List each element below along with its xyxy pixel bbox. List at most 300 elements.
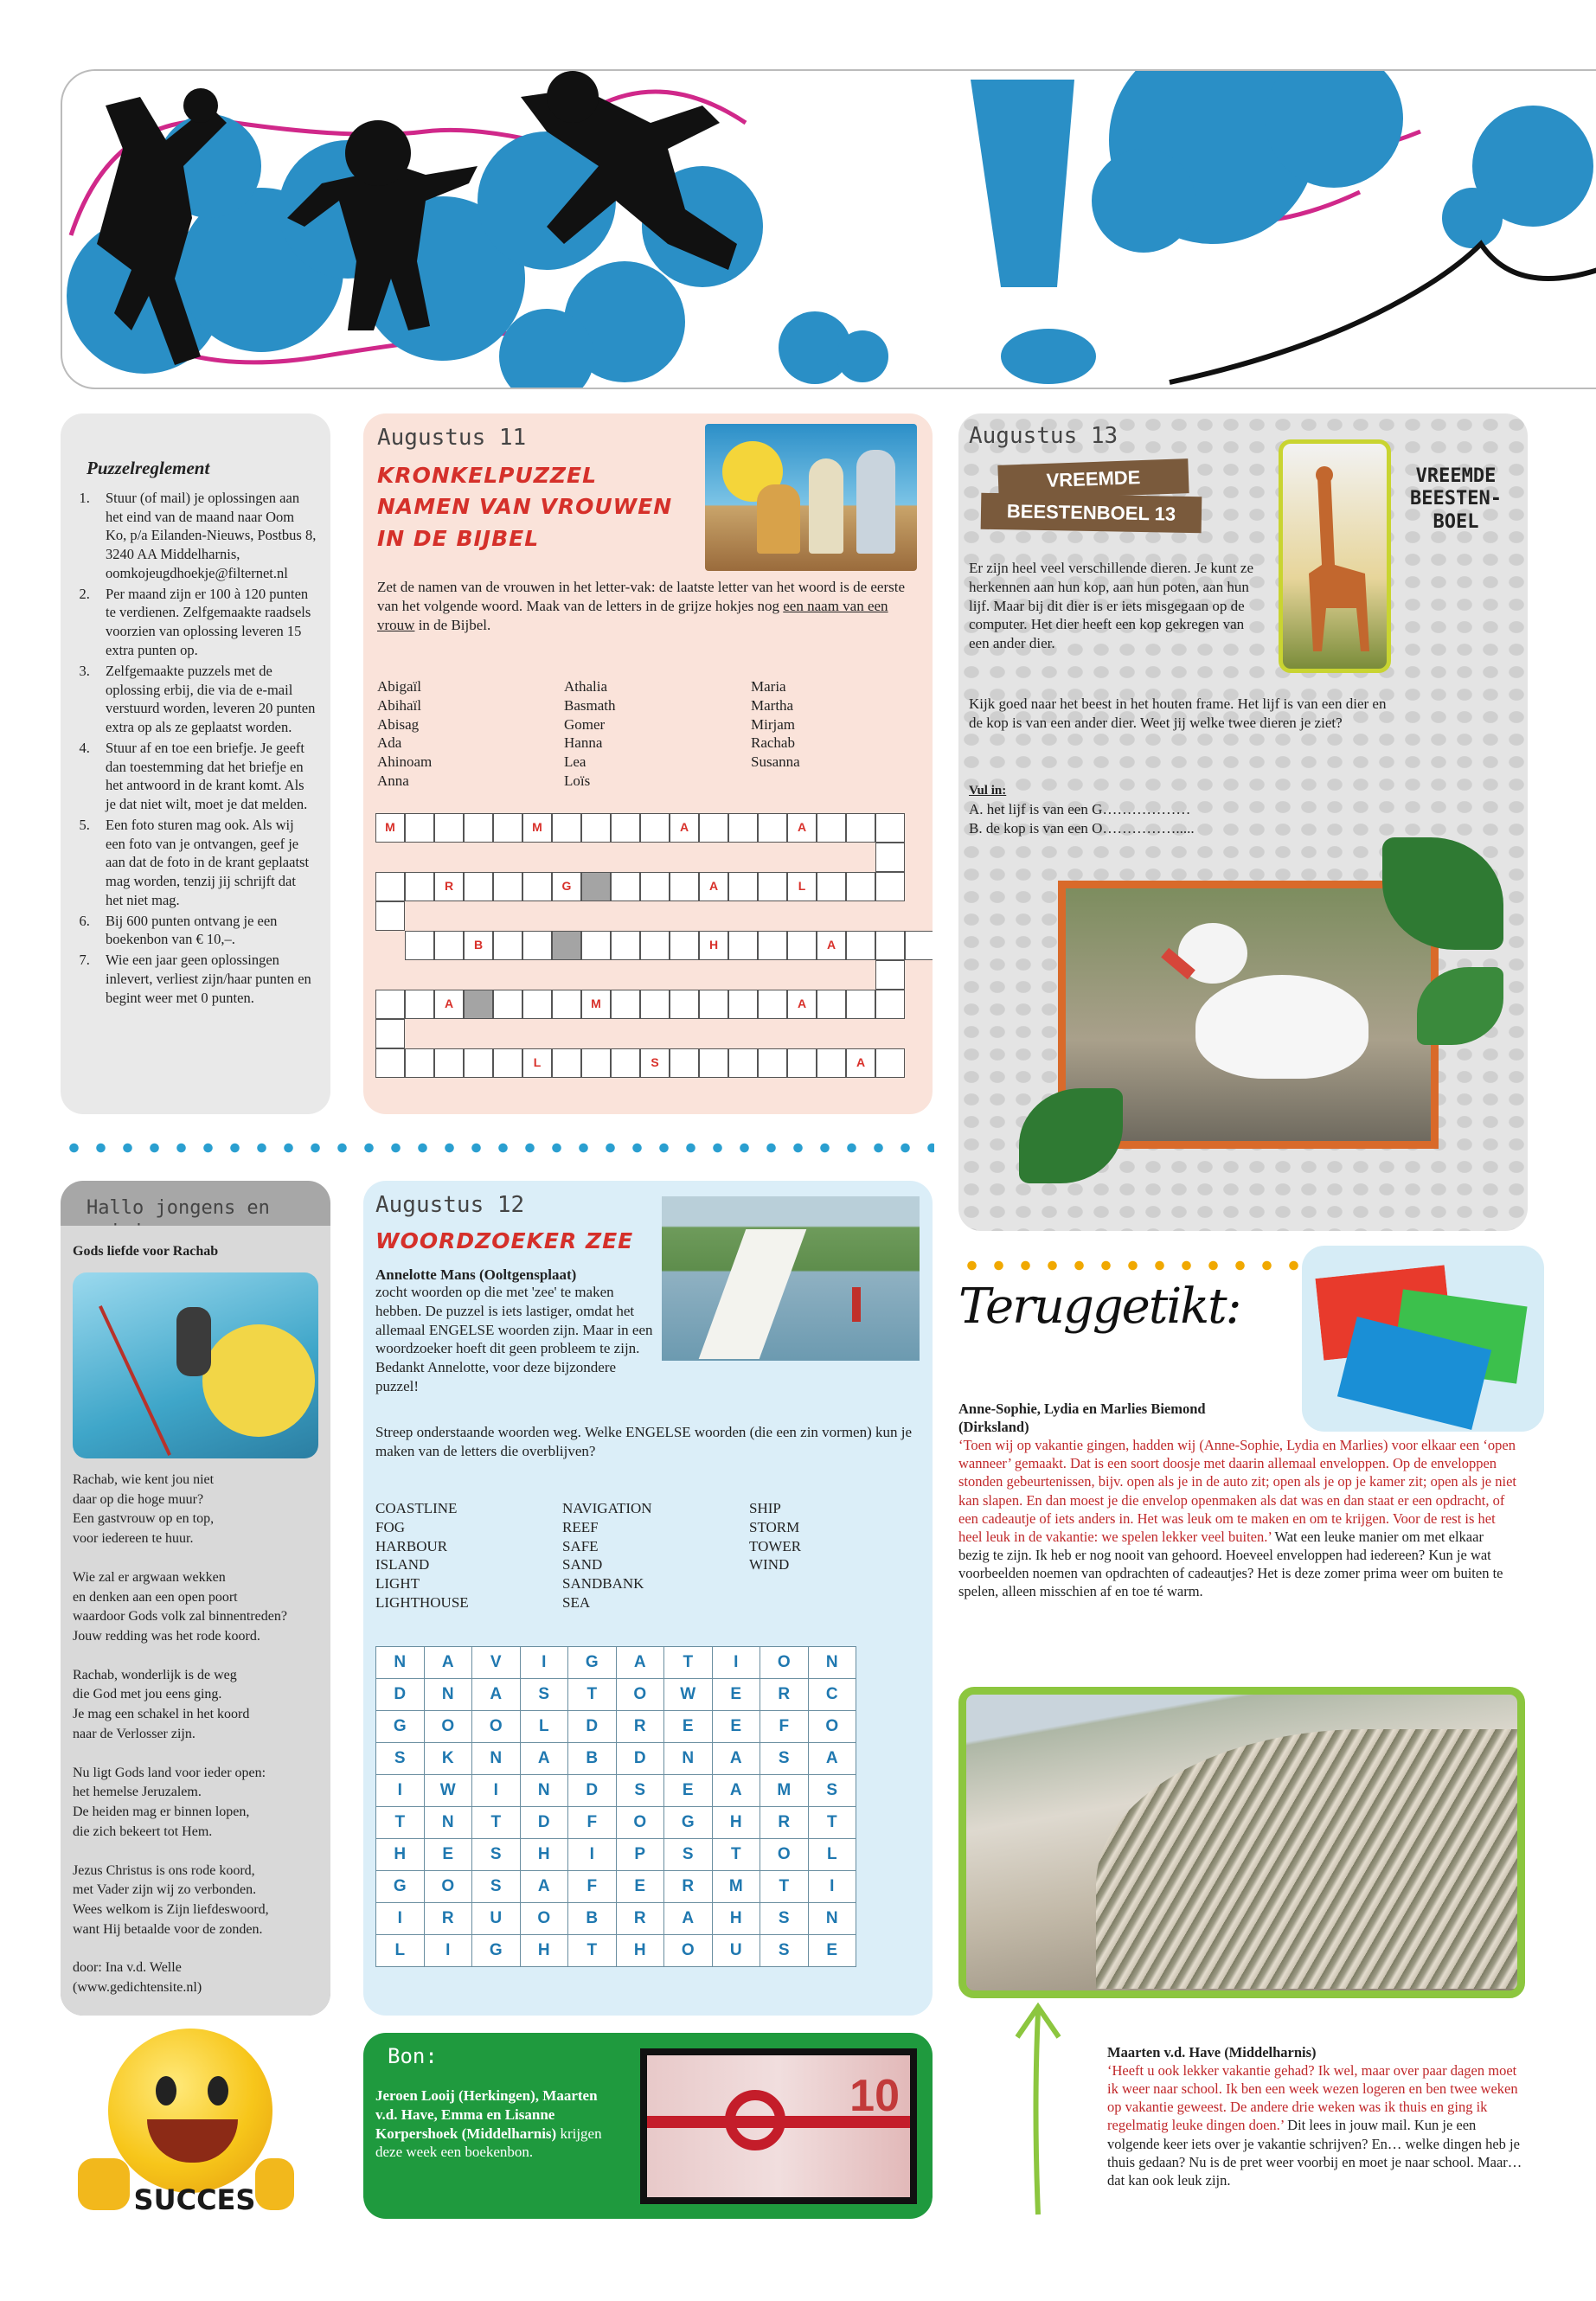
wordsearch-cell[interactable]: M — [760, 1775, 809, 1807]
kronkel-cell[interactable] — [552, 990, 581, 1019]
wordsearch-cell[interactable]: I — [376, 1903, 425, 1935]
wordsearch-cell[interactable]: A — [808, 1743, 856, 1775]
kronkel-cell[interactable] — [493, 990, 522, 1019]
figure-icon — [809, 458, 843, 554]
poem-stanza — [73, 1666, 324, 1745]
kronkel-cell[interactable] — [405, 931, 434, 960]
wordsearch-row — [376, 1679, 856, 1711]
kronkel-cell[interactable] — [581, 872, 611, 901]
kronkel-cell[interactable]: A — [670, 813, 699, 843]
wordsearch-cell[interactable]: A — [616, 1647, 664, 1679]
wordsearch-row — [376, 1807, 856, 1839]
aug13-tag: VREEMDE — [997, 458, 1189, 500]
kronkel-cell[interactable] — [464, 990, 493, 1019]
wordsearch-cell[interactable]: O — [664, 1935, 713, 1967]
wordsearch-cell[interactable]: F — [568, 1871, 617, 1903]
wordsearch-cell[interactable]: O — [616, 1807, 664, 1839]
poem-stanza — [73, 1764, 324, 1843]
wordsearch-cell[interactable]: A — [520, 1743, 568, 1775]
wordsearch-cell[interactable]: A — [424, 1647, 472, 1679]
word-item: SHIP — [749, 1500, 781, 1516]
poem-title: Gods liefde voor Rachab — [73, 1244, 219, 1259]
kronkel-cell[interactable] — [728, 990, 758, 1019]
kronkel-cell[interactable] — [758, 990, 787, 1019]
poem-line: naar de Verlosser zijn. — [73, 1726, 195, 1741]
wordsearch-cell[interactable]: L — [376, 1935, 425, 1967]
word-item: TOWER — [749, 1537, 802, 1554]
kronkel-cell[interactable] — [728, 931, 758, 960]
wordsearch-cell[interactable]: E — [664, 1711, 713, 1743]
names-col — [377, 677, 432, 791]
kronkel-cell[interactable] — [405, 872, 434, 901]
kronkel-cell[interactable]: R — [434, 872, 464, 901]
kronkel-cell[interactable] — [522, 872, 552, 901]
kronkel-cell[interactable] — [375, 990, 405, 1019]
wordsearch-cell[interactable]: L — [808, 1839, 856, 1871]
poem-line: met Vader zijn wij zo verbonden. — [73, 1882, 257, 1898]
kronkel-cell[interactable] — [640, 813, 670, 843]
wordsearch-cell[interactable]: O — [424, 1711, 472, 1743]
word-item: SAND — [562, 1556, 603, 1574]
thumb-icon — [78, 2158, 130, 2210]
kronkel-cell[interactable]: A — [817, 931, 846, 960]
kronkel-cell[interactable]: G — [552, 872, 581, 901]
aug13-panel — [958, 413, 1528, 1231]
wordsearch-cell[interactable]: I — [376, 1775, 425, 1807]
wordsearch-cell[interactable]: S — [472, 1871, 521, 1903]
poem-stanza — [73, 1568, 324, 1647]
wordsearch-cell[interactable]: H — [520, 1935, 568, 1967]
cliff-photo — [662, 1196, 920, 1361]
wordsearch-cell[interactable]: L — [520, 1711, 568, 1743]
wordsearch-cell[interactable]: N — [424, 1807, 472, 1839]
kronkel-cell[interactable] — [758, 813, 787, 843]
poem-stanza — [73, 1471, 324, 1549]
poem-header: Hallo jongens en — [87, 1197, 270, 1219]
wordsearch-cell[interactable]: R — [760, 1807, 809, 1839]
kronkel-cell[interactable] — [787, 1048, 817, 1078]
stork-icon — [1161, 923, 1368, 1096]
kronkel-cell[interactable] — [699, 1048, 728, 1078]
wordsearch-cell[interactable]: O — [424, 1871, 472, 1903]
kronkel-cell[interactable] — [875, 813, 905, 843]
letter-2-quote: ‘Heeft u ook lekker vakantie gehad? Ik wel, maar over paar dagen moet ik weer naar school. Ik ben een week wezen logeren en ben twee weken op vakantie geweest. De andere drie weken was ik thuis en ging ik regelmatig leuke dingen doen.’ — [1107, 2062, 1518, 2134]
wordsearch-cell[interactable]: E — [664, 1775, 713, 1807]
wordsearch-cell[interactable]: G — [472, 1935, 521, 1967]
giraffe-icon — [1283, 444, 1387, 669]
letter-1-reply: Wat een leuke manier om met elkaar bezig te zijn. Ik heb er nog nooit van gehoord. Hoeveel enveloppen had iedereen? Kun je wat voorbeelden noemen van opdrachten of cadeautjes? Het is deze zomer prima weer om buiten te spelen, alleen misschien af en toe té warm. — [958, 1528, 1503, 1600]
aug12-date: Augustus 12 — [375, 1192, 525, 1218]
wordsearch-cell[interactable]: H — [376, 1839, 425, 1871]
wordsearch-cell[interactable]: T — [808, 1807, 856, 1839]
wordsearch-cell[interactable]: I — [712, 1647, 760, 1679]
wordsearch-row — [376, 1871, 856, 1903]
wordsearch-cell[interactable]: R — [760, 1679, 809, 1711]
kronkel-cell[interactable] — [787, 931, 817, 960]
kronkel-cell[interactable] — [581, 931, 611, 960]
eye-icon — [208, 2076, 228, 2106]
rachab-illustration — [73, 1272, 318, 1458]
wordsearch-cell[interactable]: S — [616, 1775, 664, 1807]
bon-winners: Jeroen Looij (Herkingen), Maarten v.d. Have, Emma en Lisanne Korpershoek (Middelharnis) — [375, 2087, 598, 2142]
kronkel-cell[interactable] — [670, 990, 699, 1019]
wordsearch-cell[interactable]: B — [568, 1743, 617, 1775]
wordsearch-cell[interactable]: T — [760, 1871, 809, 1903]
bible-illustration — [705, 424, 917, 571]
kronkel-cell[interactable]: M — [375, 813, 405, 843]
kronkel-row — [375, 872, 905, 901]
wordsearch-cell[interactable]: H — [520, 1839, 568, 1871]
kronkel-cell[interactable] — [405, 1048, 434, 1078]
poem-line: daar op die hoge muur? — [73, 1491, 204, 1507]
wordsearch-cell[interactable]: O — [520, 1903, 568, 1935]
kronkel-cell[interactable]: B — [464, 931, 493, 960]
kronkel-cell[interactable] — [875, 872, 905, 901]
kronkel-cell[interactable]: S — [640, 1048, 670, 1078]
wordsearch-cell[interactable]: E — [712, 1711, 760, 1743]
kronkel-cell[interactable] — [846, 813, 875, 843]
bon-rest: krijgen deze week een boekenbon. — [375, 2125, 602, 2161]
kronkel-cell[interactable] — [875, 931, 905, 960]
kronkel-cell[interactable] — [522, 931, 552, 960]
wordsearch-cell[interactable]: N — [808, 1903, 856, 1935]
name-item: Basmath — [564, 696, 616, 714]
wordsearch-cell[interactable]: W — [664, 1679, 713, 1711]
poem-line: Rachab, wie kent jou niet — [73, 1472, 215, 1487]
poem-line: die zich bekeert tot Hem. — [73, 1823, 213, 1839]
kronkel-cell[interactable] — [552, 813, 581, 843]
wordsearch-cell[interactable]: W — [424, 1775, 472, 1807]
wordsearch-cell[interactable]: H — [712, 1807, 760, 1839]
wordsearch-row — [376, 1647, 856, 1679]
wordsearch-cell[interactable]: E — [616, 1871, 664, 1903]
kronkel-cell[interactable] — [670, 931, 699, 960]
banknote-photo — [640, 2048, 917, 2204]
letter-2-author: Maarten v.d. Have (Middelharnis) — [1107, 2044, 1317, 2061]
letter-1 — [958, 1400, 1516, 1600]
kronkel-cell[interactable] — [875, 990, 905, 1019]
kronkel-cell[interactable] — [699, 813, 728, 843]
wordsearch-cell[interactable]: G — [376, 1711, 425, 1743]
kronkel-cell[interactable] — [375, 1048, 405, 1078]
rule-item: 7. Wie een jaar geen oplossingen inlevert, verliest zijn/haar punten en begint weer met 0 punten. — [93, 951, 317, 1007]
kronkel-cell[interactable] — [640, 990, 670, 1019]
wordsearch-cell[interactable]: P — [616, 1839, 664, 1871]
wordsearch-cell[interactable]: T — [376, 1807, 425, 1839]
wordsearch-cell[interactable]: I — [472, 1775, 521, 1807]
aug13-text2: Kijk goed naar het beest in het houten frame. Het lijf is van een dier en de kop is van een ander dier. Weet jij welke twee dieren je ziet? — [969, 695, 1387, 731]
kronkel-cell[interactable]: L — [522, 1048, 552, 1078]
words-col — [749, 1499, 801, 1574]
kronkel-cell[interactable] — [581, 1048, 611, 1078]
kronkel-cell[interactable] — [493, 872, 522, 901]
word-item: STORM — [749, 1518, 800, 1535]
cliff-icon — [699, 1229, 807, 1359]
poem-line: die God met jou eens ging. — [73, 1687, 222, 1702]
word-item: LIGHTHOUSE — [375, 1593, 469, 1611]
kronkel-cell[interactable] — [434, 931, 464, 960]
rule-item: 3. Zelfgemaakte puzzels met de oplossing erbij, die via de e-mail verstuurd worden, leveren 20 punten extra op als ze geplaatst worden. — [93, 662, 317, 737]
rules-panel — [61, 413, 330, 1114]
wordsearch-cell[interactable]: H — [712, 1903, 760, 1935]
lighthouse-icon — [852, 1287, 861, 1322]
kronkel-cell[interactable]: M — [522, 813, 552, 843]
kronkel-cell[interactable] — [405, 990, 434, 1019]
wordsearch-cell[interactable]: O — [760, 1839, 809, 1871]
word-item: WIND — [749, 1556, 790, 1574]
kronkel-cell[interactable] — [464, 813, 493, 843]
kronkel-cell[interactable] — [611, 813, 640, 843]
poem-line: Rachab, wonderlijk is de weg — [73, 1667, 237, 1682]
wordsearch-cell[interactable]: N — [664, 1743, 713, 1775]
aug13-text1: Er zijn heel veel verschillende dieren. Je kunt ze herkennen aan hun kop, aan hun poten, aan hun lijf. Maar bij dit dier is er iets misgegaan op de computer. Het dier heeft een kop gekregen van een ander dier. — [969, 560, 1253, 651]
kronkel-cell[interactable] — [640, 931, 670, 960]
wordsearch-cell[interactable]: O — [760, 1647, 809, 1679]
wordsearch-row — [376, 1775, 856, 1807]
kronkel-cell[interactable]: A — [787, 990, 817, 1019]
name-item: Martha — [751, 696, 794, 714]
wordsearch-cell[interactable]: R — [424, 1903, 472, 1935]
wordsearch-cell[interactable]: N — [472, 1743, 521, 1775]
name-item: Abihaïl — [377, 696, 421, 714]
poem-line: het hemelse Jeruzalem. — [73, 1785, 202, 1800]
name-item: Athalia — [564, 678, 608, 695]
dot-divider — [958, 1259, 1300, 1272]
wordsearch-cell[interactable]: G — [568, 1647, 617, 1679]
kronkel-cell[interactable] — [581, 813, 611, 843]
words-col — [375, 1499, 469, 1612]
name-item: Rachab — [751, 734, 795, 752]
kronkel-cell[interactable] — [375, 1019, 405, 1048]
wordsearch-cell[interactable]: R — [616, 1711, 664, 1743]
word-item: ISLAND — [375, 1556, 430, 1574]
kronkel-cell[interactable] — [640, 872, 670, 901]
wordsearch-cell[interactable]: N — [808, 1647, 856, 1679]
name-item: Loïs — [564, 772, 591, 789]
wordsearch-cell[interactable]: I — [520, 1647, 568, 1679]
kronkel-cell[interactable] — [464, 872, 493, 901]
wordsearch-row — [376, 1903, 856, 1935]
word-item: HARBOUR — [375, 1537, 448, 1554]
wordsearch-cell[interactable]: D — [616, 1743, 664, 1775]
names-col — [564, 677, 616, 791]
wordsearch-cell[interactable]: I — [808, 1871, 856, 1903]
kronkel-cell[interactable] — [758, 931, 787, 960]
kronkel-row — [375, 813, 905, 843]
words-col — [562, 1499, 652, 1612]
wordsearch-cell[interactable]: F — [760, 1711, 809, 1743]
kronkel-cell[interactable] — [817, 1048, 846, 1078]
aug11-title — [377, 460, 672, 554]
name-item: Abigaïl — [377, 678, 421, 695]
wordsearch-row — [376, 1711, 856, 1743]
kronkel-cell[interactable] — [493, 931, 522, 960]
kronkel-cell[interactable] — [875, 960, 905, 990]
wordsearch-cell[interactable]: S — [376, 1743, 425, 1775]
aug13-date: Augustus 13 — [969, 423, 1118, 449]
kronkel-cell[interactable] — [434, 813, 464, 843]
wordsearch-cell[interactable]: M — [712, 1871, 760, 1903]
kronkel-cell[interactable] — [611, 1048, 640, 1078]
poem-line: Jezus Christus is ons rode koord, — [73, 1862, 255, 1878]
wordsearch-cell[interactable]: S — [760, 1743, 809, 1775]
kronkel-cell[interactable] — [817, 990, 846, 1019]
wordsearch-cell[interactable]: U — [472, 1903, 521, 1935]
kronkel-cell[interactable] — [670, 1048, 699, 1078]
kronkel-cell[interactable] — [405, 813, 434, 843]
moon-icon — [202, 1324, 315, 1437]
kronkel-cell[interactable] — [875, 1048, 905, 1078]
kronkel-cell[interactable] — [375, 901, 405, 931]
wordsearch-cell[interactable]: O — [472, 1711, 521, 1743]
kronkel-cell[interactable] — [758, 872, 787, 901]
kronkel-cell[interactable] — [493, 813, 522, 843]
thumb-icon — [255, 2158, 294, 2210]
wordsearch-cell[interactable]: D — [520, 1807, 568, 1839]
poem-stanza — [73, 1862, 324, 1940]
wordsearch-cell[interactable]: S — [472, 1839, 521, 1871]
wordsearch-cell[interactable]: U — [712, 1935, 760, 1967]
kronkel-cell[interactable] — [905, 931, 933, 960]
kronkel-cell[interactable] — [728, 813, 758, 843]
kronkel-cell[interactable] — [817, 813, 846, 843]
poem-line: Nu ligt Gods land voor ieder open: — [73, 1765, 266, 1780]
wordsearch-cell[interactable]: I — [568, 1839, 617, 1871]
rule-item: 1. Stuur (of mail) je oplossingen aan het eind van de maand naar Oom Ko, p/a Eilanden-Nieuws, Postbus 8, 3240 AA Middelharnis, oomkojeugdhoekje@filternet.nl — [93, 489, 317, 583]
rule-item: 5. Een foto sturen mag ook. Als wij een foto van je ontvangen, geef je aan dat de foto in de krant geplaatst mag worden, tenzij jij schrijft dat het niet mag. — [93, 816, 317, 910]
wordsearch-cell[interactable]: T — [664, 1647, 713, 1679]
wordsearch-cell[interactable]: T — [568, 1935, 617, 1967]
wordsearch-cell[interactable]: V — [472, 1647, 521, 1679]
kronkel-cell[interactable] — [846, 872, 875, 901]
kronkel-cell[interactable] — [522, 990, 552, 1019]
kronkel-cell[interactable]: A — [846, 1048, 875, 1078]
wordsearch-cell[interactable]: D — [376, 1679, 425, 1711]
kronkel-cell[interactable]: A — [787, 813, 817, 843]
wordsearch-cell[interactable]: O — [808, 1711, 856, 1743]
wordsearch-cell[interactable]: E — [424, 1839, 472, 1871]
kronkel-cell[interactable]: L — [787, 872, 817, 901]
aug11-intro-text: in de Bijbel. — [414, 616, 491, 633]
kronkel-cell[interactable]: A — [434, 990, 464, 1019]
wordsearch-cell[interactable]: A — [472, 1679, 521, 1711]
name-item: Maria — [751, 678, 786, 695]
succes-smiley — [74, 2029, 290, 2245]
kronkel-cell[interactable] — [464, 1048, 493, 1078]
kronkel-cell[interactable]: H — [699, 931, 728, 960]
kronkel-cell[interactable]: M — [581, 990, 611, 1019]
kronkel-cell[interactable]: A — [699, 872, 728, 901]
kronkel-cell[interactable] — [728, 872, 758, 901]
wordsearch-cell[interactable]: D — [568, 1775, 617, 1807]
wordsearch-cell[interactable]: N — [520, 1775, 568, 1807]
kronkel-cell[interactable] — [699, 990, 728, 1019]
kronkel-cell[interactable] — [670, 872, 699, 901]
aug12-author: Annelotte Mans (Ooltgensplaat) — [375, 1266, 577, 1283]
kronkel-cell[interactable] — [611, 872, 640, 901]
rules-list — [74, 489, 317, 1008]
kronkel-cell[interactable] — [434, 1048, 464, 1078]
aug13-logo: VREEMDE BEESTEN-BOEL — [1410, 465, 1502, 533]
rule-item: 4. Stuur af en toe een briefje. Je geeft dan toestemming dat het briefje en het antwoord in de krant komt. Als je dat niet wilt, moet je dat melden. — [93, 739, 317, 814]
wordsearch-cell[interactable]: F — [568, 1807, 617, 1839]
wordsearch-cell[interactable]: C — [808, 1679, 856, 1711]
wordsearch-cell[interactable]: E — [808, 1935, 856, 1967]
wordsearch-cell[interactable]: I — [424, 1935, 472, 1967]
names-col — [751, 677, 800, 772]
wordsearch-cell[interactable]: A — [664, 1903, 713, 1935]
wordsearch-cell[interactable]: S — [760, 1935, 809, 1967]
kronkel-cell[interactable] — [846, 990, 875, 1019]
arrow-icon — [1012, 2003, 1064, 2219]
wordsearch-cell[interactable]: E — [712, 1679, 760, 1711]
kronkel-cell[interactable] — [375, 872, 405, 901]
kronkel-grid — [375, 813, 920, 1099]
kronkel-cell[interactable] — [758, 1048, 787, 1078]
wordsearch-cell[interactable]: T — [568, 1679, 617, 1711]
aug11-title-line: IN DE BIJBEL — [377, 525, 540, 551]
wordsearch-cell[interactable]: S — [808, 1775, 856, 1807]
letter-2 — [1107, 2043, 1527, 2189]
wordsearch-cell[interactable]: N — [376, 1647, 425, 1679]
wordsearch-cell[interactable]: A — [712, 1743, 760, 1775]
bow-icon — [725, 2090, 785, 2150]
wordsearch-cell[interactable]: S — [664, 1839, 713, 1871]
kronkel-cell[interactable] — [875, 843, 905, 872]
bon-title: Bon: — [388, 2044, 438, 2068]
poem-line: De heiden mag er binnen lopen, — [73, 1804, 250, 1820]
wordsearch-cell[interactable]: G — [376, 1871, 425, 1903]
wordsearch-row — [376, 1935, 856, 1967]
kronkel-cell[interactable] — [728, 1048, 758, 1078]
wordsearch-cell[interactable]: G — [664, 1807, 713, 1839]
wordsearch-cell[interactable]: O — [616, 1679, 664, 1711]
aug11-title-line: KRONKELPUZZEL — [377, 463, 598, 488]
poem-body — [73, 1471, 324, 1998]
kronkel-cell[interactable] — [552, 1048, 581, 1078]
wordsearch-cell[interactable]: A — [520, 1871, 568, 1903]
wordsearch-cell[interactable]: T — [712, 1839, 760, 1871]
wordsearch-cell[interactable]: D — [568, 1711, 617, 1743]
wordsearch-cell[interactable]: R — [664, 1871, 713, 1903]
bon-text — [375, 2086, 609, 2162]
word-item: COASTLINE — [375, 1500, 458, 1516]
wordsearch-cell[interactable]: S — [520, 1679, 568, 1711]
wordsearch-cell[interactable]: A — [712, 1775, 760, 1807]
name-item: Ada — [377, 734, 402, 752]
kronkel-cell[interactable] — [817, 872, 846, 901]
kronkel-cell[interactable] — [493, 1048, 522, 1078]
poem-line: voor iedereen te huur. — [73, 1531, 194, 1547]
poem-line: (www.gedichtensite.nl) — [73, 1980, 202, 1996]
wordsearch-cell[interactable]: N — [424, 1679, 472, 1711]
succes-label: SUCCES — [133, 2183, 256, 2216]
header-banner — [61, 69, 1596, 389]
wordsearch-cell[interactable]: H — [616, 1935, 664, 1967]
kronkel-cell[interactable] — [611, 990, 640, 1019]
wordsearch-cell[interactable]: R — [616, 1903, 664, 1935]
kronkel-cell[interactable] — [552, 931, 581, 960]
kronkel-cell[interactable] — [611, 931, 640, 960]
aug11-date: Augustus 11 — [377, 425, 527, 451]
wordsearch-cell[interactable]: K — [424, 1743, 472, 1775]
wordsearch-cell[interactable]: S — [760, 1903, 809, 1935]
wordsearch-cell[interactable]: B — [568, 1903, 617, 1935]
name-item: Gomer — [564, 715, 606, 733]
kronkel-cell[interactable] — [846, 931, 875, 960]
word-item: SANDBANK — [562, 1575, 644, 1592]
wordsearch-cell[interactable]: T — [472, 1807, 521, 1839]
